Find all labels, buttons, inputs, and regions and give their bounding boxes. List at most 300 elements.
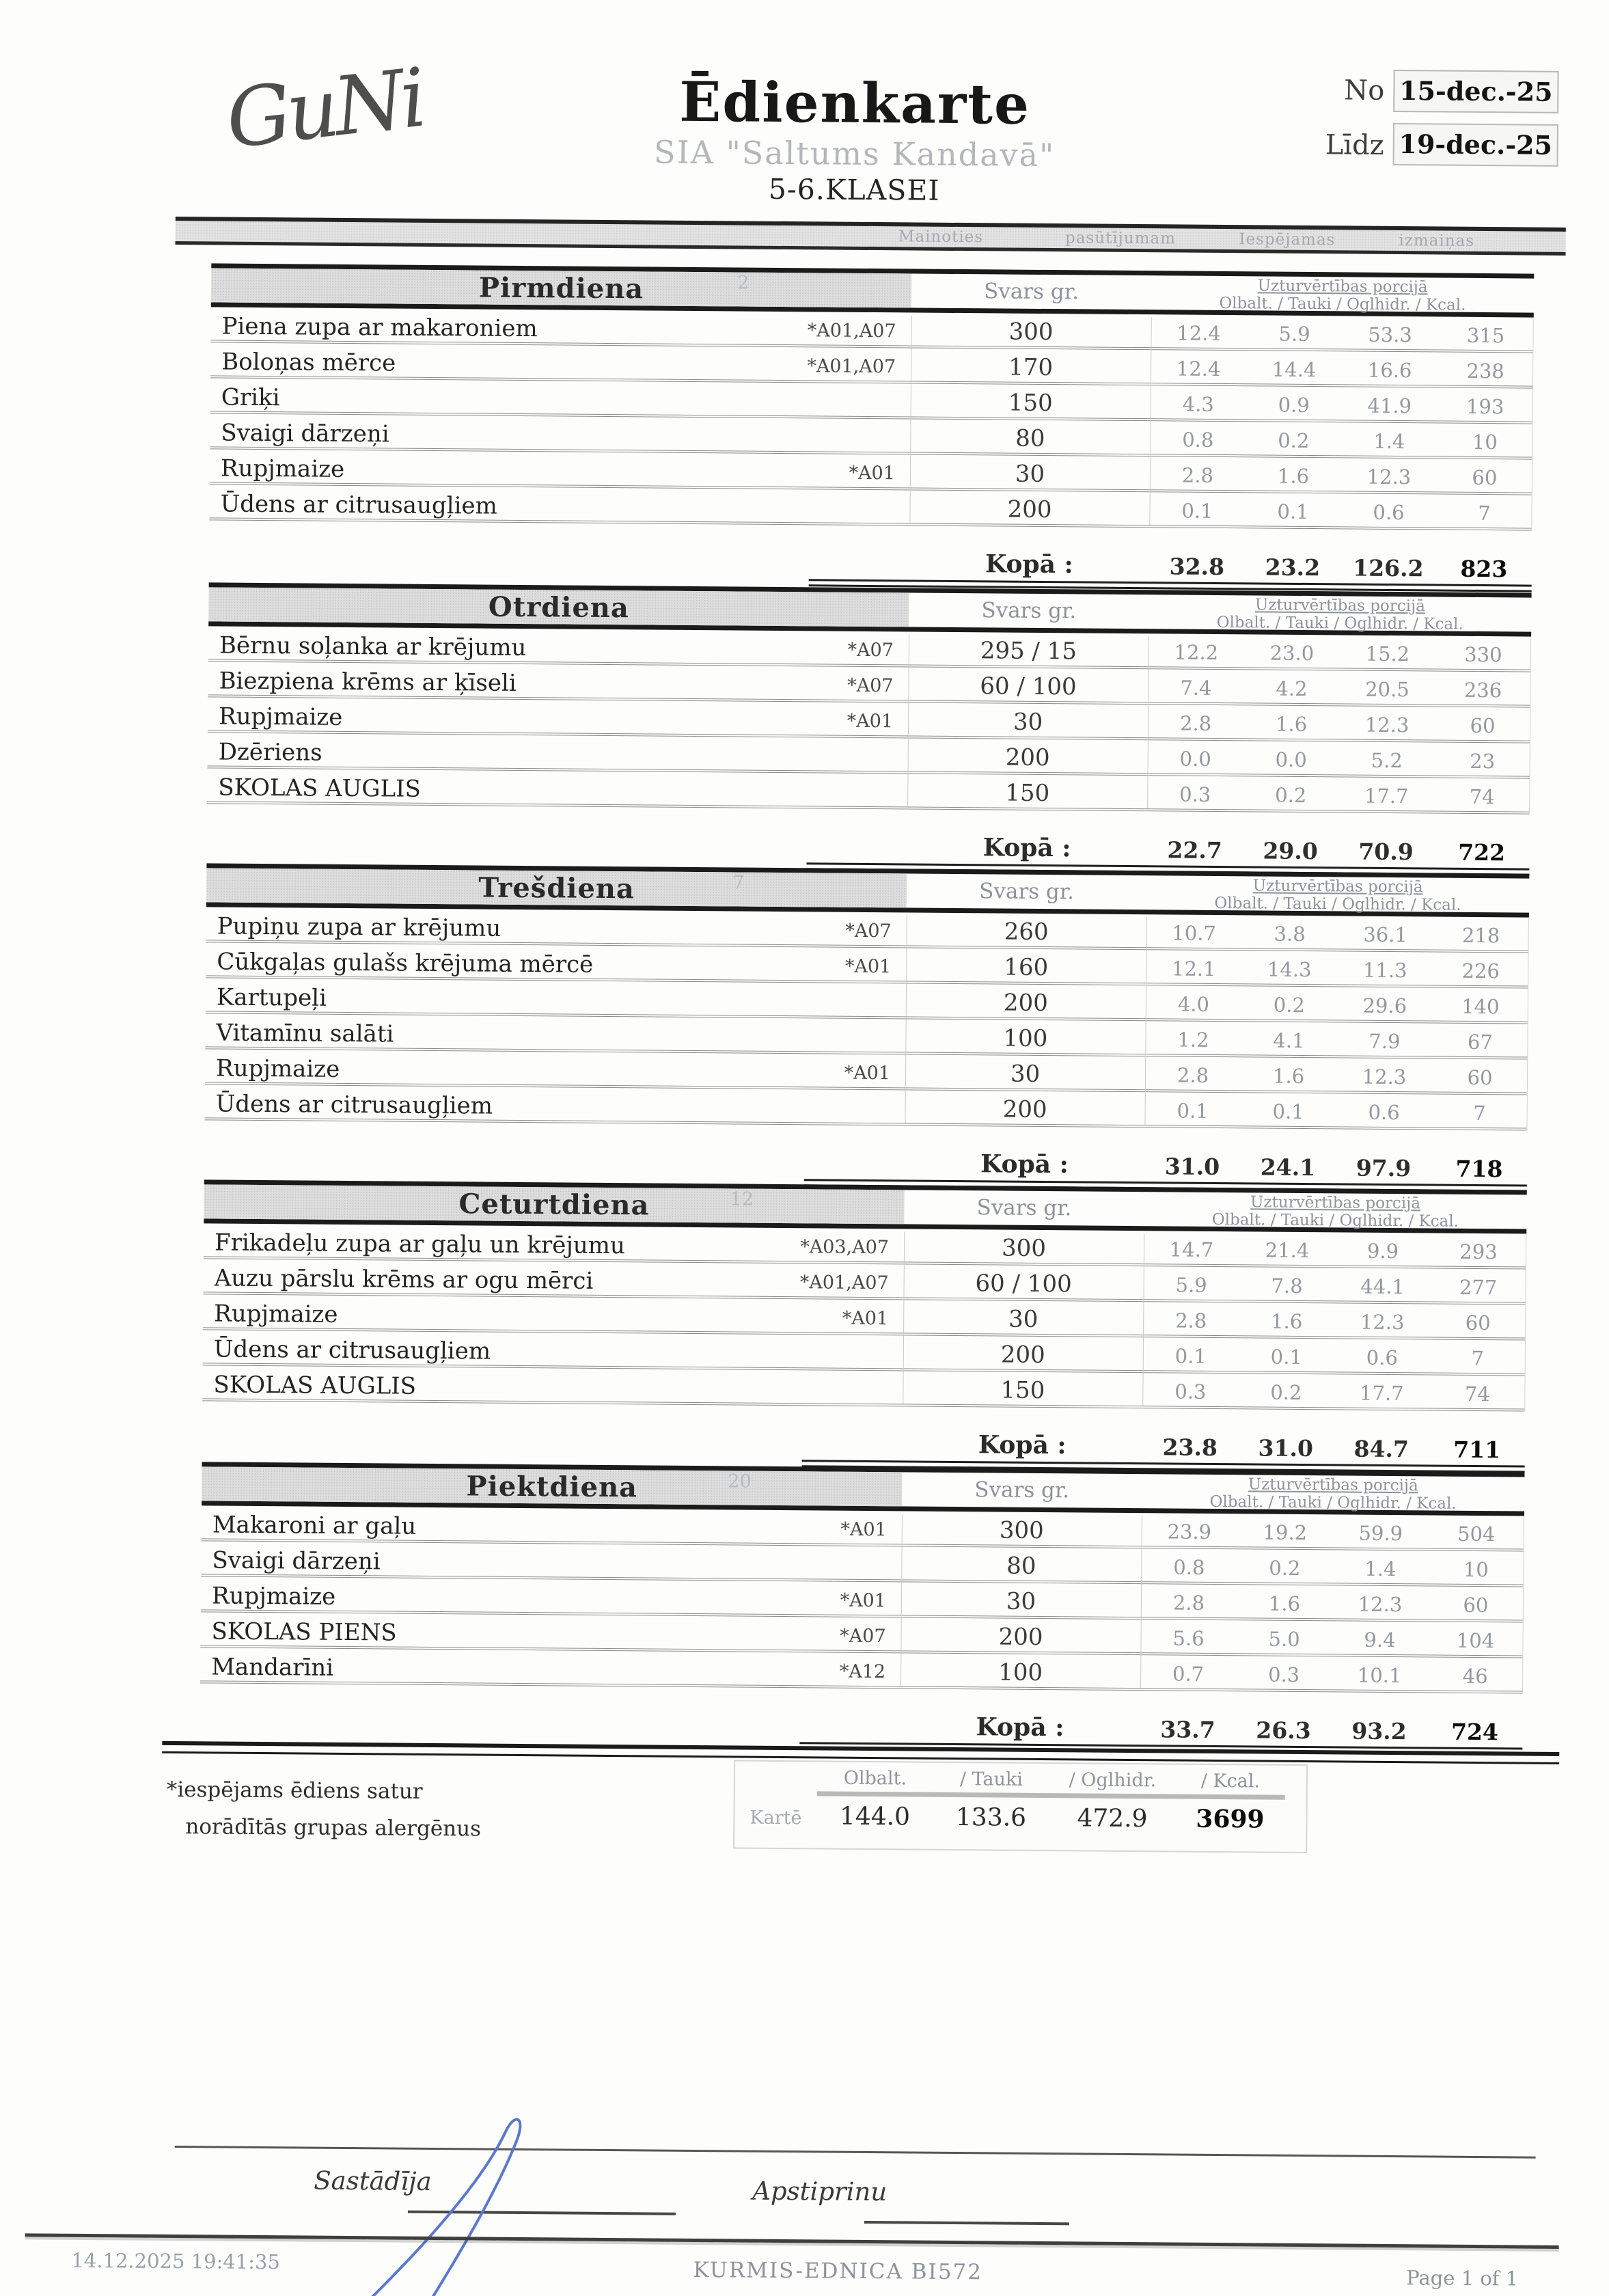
summary-header-tauki: / Tauki — [959, 1768, 1023, 1790]
date-to-label: Līdz — [1325, 129, 1384, 161]
title-block — [475, 70, 1234, 209]
item-tauki: 1.6 — [1268, 1591, 1301, 1615]
item-tauki: 0.1 — [1270, 1345, 1303, 1369]
item-kcal: 504 — [1457, 1522, 1496, 1546]
apstiprinu-signature-line — [864, 2221, 1069, 2225]
item-weight: 80 — [1006, 1552, 1036, 1580]
item-oglhidr: 59.9 — [1358, 1521, 1403, 1546]
nutrient-names: Olbalt. / Tauki / Oglhidr. / Kcal. — [1214, 894, 1461, 914]
item-weight: 200 — [998, 1623, 1043, 1652]
sastadija-label: Sastādīja — [314, 2165, 432, 2197]
item-oglhidr: 11.3 — [1362, 958, 1407, 983]
item-tauki: 14.4 — [1271, 357, 1317, 382]
item-allergens: *A01 — [849, 462, 896, 484]
item-kcal: 60 — [1472, 465, 1498, 490]
day-table-ceturtdiena — [202, 1179, 1527, 1463]
nutrition-title: Uzturvērtības porcijā — [1257, 277, 1428, 297]
item-kcal: 60 — [1467, 1065, 1493, 1090]
item-kcal: 10 — [1472, 430, 1498, 454]
summary-header-oglhidr: / Oglhidr. — [1069, 1769, 1157, 1792]
item-oglhidr: 0.6 — [1373, 500, 1405, 525]
banner-word: izmaiņas — [1399, 232, 1475, 250]
item-weight: 30 — [1013, 708, 1043, 736]
item-tauki: 1.6 — [1271, 1309, 1303, 1333]
day-name: Otrdiena — [488, 590, 630, 624]
item-oglhidr: 12.3 — [1362, 1065, 1407, 1089]
item-oglhidr: 12.3 — [1360, 1310, 1405, 1335]
kopa-tauki: 26.3 — [1256, 1717, 1311, 1745]
item-kcal: 315 — [1466, 323, 1505, 348]
item-kcal: 60 — [1463, 1593, 1489, 1617]
item-allergens: *A01,A07 — [799, 1272, 889, 1294]
item-olbalt: 12.1 — [1171, 957, 1216, 981]
item-oglhidr: 41.9 — [1367, 394, 1412, 418]
item-oglhidr: 12.3 — [1364, 713, 1409, 737]
kopa-label: Kopā : — [980, 1149, 1069, 1179]
item-allergens: *A01 — [842, 1307, 889, 1330]
item-weight: 300 — [1001, 1234, 1047, 1263]
item-tauki: 3.8 — [1274, 922, 1306, 946]
item-weight: 260 — [1004, 918, 1049, 946]
item-name: Biezpiena krēms ar ķīseli — [219, 667, 517, 697]
item-kcal: 67 — [1467, 1030, 1494, 1054]
footnote-line1: *iespējams ēdiens satur — [166, 1777, 423, 1804]
item-oglhidr: 17.7 — [1359, 1381, 1404, 1406]
item-kcal: 7 — [1478, 501, 1491, 525]
item-kcal: 74 — [1469, 784, 1495, 809]
item-allergens: *A01 — [840, 1518, 887, 1541]
item-name: Makaroni ar gaļu — [212, 1511, 417, 1540]
item-olbalt: 10.7 — [1172, 921, 1217, 945]
day-name: Ceturtdiena — [458, 1187, 650, 1221]
item-kcal: 60 — [1470, 713, 1496, 738]
item-kcal: 226 — [1461, 959, 1500, 983]
kopa-oglhidr: 97.9 — [1356, 1154, 1412, 1182]
item-allergens — [750, 412, 911, 417]
item-olbalt: 2.8 — [1181, 463, 1214, 487]
item-tauki: 23.0 — [1269, 641, 1315, 666]
page-title: Ēdienkarte — [679, 69, 1031, 137]
item-olbalt: 0.1 — [1174, 1344, 1207, 1368]
item-tauki: 21.4 — [1265, 1238, 1310, 1263]
item-weight: 200 — [1003, 989, 1048, 1017]
item-name: Kartupeļi — [216, 983, 327, 1012]
item-olbalt: 0.3 — [1179, 782, 1211, 806]
item-name: Svaigi dārzeņi — [212, 1546, 381, 1576]
item-name: Rupjmaize — [215, 1054, 340, 1083]
nutrition-title: Uzturvērtības porcijā — [1248, 1475, 1418, 1495]
banner-word: Iespējamas — [1239, 230, 1336, 249]
item-allergens — [742, 1399, 903, 1404]
summary-values-row — [734, 1801, 1306, 1834]
item-olbalt: 4.3 — [1182, 392, 1214, 416]
disclaimer-banner — [176, 217, 1566, 256]
kopa-row — [209, 541, 1532, 582]
day-faint-number: 12 — [730, 1188, 754, 1210]
item-olbalt: 2.8 — [1179, 711, 1212, 735]
item-name: Piena zupa ar makaroniem — [221, 312, 538, 343]
item-tauki: 7.8 — [1271, 1274, 1303, 1298]
item-weight: 200 — [1007, 495, 1052, 524]
kopa-tauki: 24.1 — [1260, 1153, 1316, 1181]
item-tauki: 0.2 — [1275, 783, 1307, 808]
item-weight: 295 / 15 — [980, 637, 1077, 666]
item-oglhidr: 1.4 — [1364, 1557, 1397, 1581]
apstiprinu-label: Apstiprinu — [752, 2176, 888, 2207]
item-name: Ūdens ar citrusaugļiem — [213, 1335, 491, 1365]
kopa-oglhidr: 70.9 — [1358, 838, 1414, 866]
day-band — [211, 268, 911, 308]
item-allergens: *A12 — [839, 1660, 886, 1683]
summary-tauki: 133.6 — [955, 1803, 1027, 1832]
item-name: SKOLAS AUGLIS — [218, 774, 422, 803]
day-faint-number: 20 — [728, 1471, 752, 1492]
nutrient-names: Olbalt. / Tauki / Oglhidr. / Kcal. — [1209, 1492, 1457, 1513]
item-weight: 150 — [1008, 389, 1053, 418]
item-oglhidr: 44.1 — [1360, 1274, 1405, 1299]
nutrition-column-header — [1146, 875, 1529, 912]
kopa-oglhidr: 93.2 — [1351, 1717, 1407, 1745]
menu-rows — [204, 907, 1528, 1130]
item-oglhidr: 15.2 — [1365, 642, 1410, 666]
summary-header-kcal: / Kcal. — [1200, 1770, 1261, 1792]
footnote-line2: norādītās grupas alergēnus — [185, 1814, 482, 1842]
banner-word: pasūtījumam — [1064, 229, 1177, 248]
item-name: SKOLAS AUGLIS — [213, 1371, 417, 1400]
item-name: Cūkgaļas gulašs krējuma mērcē — [217, 948, 594, 979]
item-kcal: 193 — [1466, 394, 1504, 419]
item-name: Griķi — [221, 383, 280, 412]
item-name: Auzu pārslu krēms ar ogu mērci — [214, 1264, 594, 1295]
item-name: Dzēriens — [218, 738, 322, 767]
kopa-label: Kopā : — [982, 833, 1071, 863]
menu-rows — [202, 1223, 1526, 1411]
item-olbalt: 1.2 — [1177, 1028, 1209, 1052]
item-allergens: *A07 — [847, 674, 894, 697]
weight-column-header: Svars gr. — [974, 1477, 1070, 1503]
item-name: Rupjmaize — [211, 1582, 336, 1611]
day-band — [206, 868, 907, 907]
nutrition-column-header — [1144, 1192, 1526, 1229]
day-table-pirmdiena — [209, 263, 1534, 582]
summary-oglhidr: 472.9 — [1077, 1804, 1148, 1833]
item-oglhidr: 5.2 — [1371, 748, 1403, 773]
page-indicator: Page 1 of 1 — [1406, 2266, 1519, 2291]
nutrition-column-header — [1151, 275, 1534, 312]
summary-olbalt: 144.0 — [839, 1802, 911, 1831]
kopa-olbalt: 33.7 — [1160, 1716, 1215, 1743]
nutrition-column-header — [1149, 594, 1531, 631]
item-name: Bērnu soļanka ar krējumu — [219, 631, 527, 662]
item-tauki: 1.6 — [1277, 464, 1310, 489]
kopa-kcal: 718 — [1455, 1155, 1503, 1183]
item-allergens — [741, 1575, 901, 1580]
footer-rule — [25, 2233, 1559, 2249]
item-oglhidr: 9.4 — [1364, 1628, 1396, 1652]
kopa-row — [202, 1421, 1525, 1463]
banner-word: Mainoties — [898, 228, 984, 247]
item-olbalt: 0.0 — [1179, 747, 1211, 771]
day-band — [208, 587, 909, 627]
day-name: Trešdiena — [478, 871, 635, 905]
item-kcal: 46 — [1462, 1664, 1488, 1689]
item-allergens — [747, 767, 908, 771]
day-faint-number: 2 — [737, 272, 750, 294]
item-olbalt: 12.4 — [1176, 357, 1221, 381]
allergen-footnote — [166, 1771, 482, 1848]
item-kcal: 277 — [1459, 1275, 1498, 1300]
item-tauki: 14.3 — [1267, 957, 1312, 982]
item-tauki: 5.0 — [1268, 1627, 1300, 1651]
weight-column-header: Svars gr. — [983, 279, 1079, 305]
item-tauki: 0.2 — [1278, 428, 1310, 453]
item-olbalt: 2.8 — [1177, 1063, 1209, 1087]
nutrition-title: Uzturvērtības porcijā — [1250, 1193, 1421, 1213]
day-name: Pirmdiena — [478, 271, 644, 305]
item-tauki: 0.9 — [1278, 393, 1310, 418]
item-weight: 30 — [1010, 1060, 1041, 1088]
item-oglhidr: 1.4 — [1373, 429, 1405, 454]
item-weight: 30 — [1006, 1587, 1036, 1615]
day-table-tresdiena — [204, 863, 1529, 1182]
item-kcal: 218 — [1461, 923, 1500, 948]
item-weight: 30 — [1008, 1305, 1039, 1333]
class-line: 5-6.KLASEI — [768, 172, 940, 207]
item-kcal: 60 — [1465, 1311, 1491, 1335]
item-oglhidr: 12.3 — [1366, 465, 1412, 489]
item-weight: 300 — [999, 1516, 1044, 1545]
weight-column-header: Svars gr. — [981, 598, 1077, 624]
kopa-tauki: 23.2 — [1265, 554, 1321, 582]
item-name: Frikadeļu zupa ar gaļu un krējumu — [214, 1229, 626, 1260]
day-table-otrdiena — [207, 582, 1532, 866]
nutrition-title: Uzturvērtības porcijā — [1254, 596, 1426, 616]
nutrition-title: Uzturvērtības porcijā — [1252, 877, 1423, 897]
item-name: Boloņas mērce — [221, 348, 396, 377]
item-tauki: 1.6 — [1272, 1064, 1305, 1088]
summary-header-row — [735, 1766, 1306, 1792]
item-olbalt: 0.1 — [1177, 1099, 1209, 1123]
item-kcal: 293 — [1459, 1240, 1498, 1264]
item-name: Vitamīnu salāti — [216, 1019, 394, 1048]
item-weight: 30 — [1015, 460, 1045, 488]
day-band — [204, 1184, 904, 1224]
kopa-label: Kopā : — [976, 1712, 1064, 1742]
item-olbalt: 0.8 — [1173, 1555, 1205, 1579]
day-faint-number: 7 — [732, 872, 745, 894]
summary-kcal: 3699 — [1196, 1804, 1265, 1834]
menu-rows — [207, 626, 1531, 814]
item-weight: 160 — [1004, 953, 1049, 982]
item-weight: 200 — [1005, 743, 1050, 772]
item-allergens: *A01,A07 — [807, 320, 896, 342]
kopa-tauki: 31.0 — [1258, 1434, 1314, 1462]
nutrient-names: Olbalt. / Tauki / Oglhidr. / Kcal. — [1211, 1210, 1459, 1231]
item-name: Ūdens ar citrusaugļiem — [215, 1090, 493, 1120]
kopa-olbalt: 22.7 — [1167, 836, 1222, 864]
item-tauki: 0.2 — [1270, 1380, 1302, 1404]
item-olbalt: 4.0 — [1177, 992, 1210, 1016]
date-from-label: No — [1344, 74, 1385, 107]
kopa-kcal: 724 — [1450, 1718, 1499, 1746]
item-olbalt: 5.9 — [1175, 1273, 1207, 1297]
date-to-value: 19-dec.-25 — [1393, 123, 1558, 167]
item-name: Rupjmaize — [218, 702, 343, 731]
item-oglhidr: 0.6 — [1366, 1345, 1399, 1370]
kopa-label: Kopā : — [985, 549, 1073, 579]
item-oglhidr: 17.7 — [1364, 784, 1409, 808]
item-weight: 150 — [1000, 1376, 1045, 1405]
item-weight: 150 — [1005, 779, 1050, 808]
kopa-olbalt: 31.0 — [1164, 1153, 1220, 1181]
day-header-columns — [904, 1190, 1526, 1229]
kopa-tauki: 29.0 — [1263, 837, 1318, 865]
company-subtitle: SIA "Saltums Kandavā" — [653, 133, 1056, 174]
item-allergens: *A01 — [847, 710, 894, 733]
item-weight: 200 — [1000, 1341, 1045, 1369]
item-tauki: 0.2 — [1273, 993, 1306, 1017]
item-tauki: 19.2 — [1263, 1520, 1308, 1545]
item-allergens: *A07 — [845, 920, 892, 942]
item-allergens: *A01,A07 — [807, 355, 896, 378]
item-allergens: *A01 — [844, 955, 892, 978]
item-kcal: 23 — [1470, 749, 1496, 774]
item-oglhidr: 53.3 — [1368, 323, 1412, 347]
item-name: Pupiņu zupa ar krējumu — [217, 912, 501, 942]
weekly-summary-box — [733, 1760, 1308, 1853]
item-name: Svaigi dārzeņi — [221, 419, 389, 448]
item-tauki: 0.0 — [1275, 748, 1307, 772]
item-olbalt: 12.2 — [1174, 640, 1219, 664]
day-table-piektdiena — [200, 1462, 1524, 1745]
item-kcal: 330 — [1464, 642, 1502, 667]
item-oglhidr: 12.3 — [1358, 1592, 1403, 1617]
item-oglhidr: 16.6 — [1367, 358, 1412, 383]
system-id: KURMIS-EDNICA BI572 — [693, 2258, 983, 2285]
kopa-row — [200, 1704, 1522, 1745]
item-kcal: 74 — [1464, 1382, 1490, 1406]
item-tauki: 0.3 — [1267, 1663, 1300, 1686]
item-oglhidr: 20.5 — [1365, 677, 1409, 702]
item-allergens: *A07 — [847, 639, 894, 661]
item-weight: 170 — [1008, 353, 1054, 382]
item-kcal: 238 — [1466, 359, 1504, 383]
item-oglhidr: 0.6 — [1368, 1100, 1400, 1125]
kopa-kcal: 711 — [1453, 1436, 1501, 1464]
print-timestamp: 14.12.2025 19:41:35 — [71, 2248, 281, 2274]
kopa-olbalt: 23.8 — [1162, 1434, 1218, 1462]
guni-logo: GuNi — [221, 50, 428, 167]
item-olbalt: 0.1 — [1181, 499, 1213, 523]
item-weight: 60 / 100 — [975, 1270, 1072, 1298]
item-allergens — [744, 1119, 905, 1123]
item-weight: 300 — [1008, 318, 1054, 346]
item-tauki: 5.9 — [1278, 322, 1310, 346]
item-olbalt: 14.7 — [1169, 1238, 1214, 1261]
item-allergens: *A03,A07 — [800, 1236, 890, 1259]
item-oglhidr: 7.9 — [1369, 1029, 1401, 1054]
item-olbalt: 2.8 — [1172, 1591, 1205, 1615]
item-olbalt: 0.3 — [1174, 1380, 1207, 1404]
item-weight: 100 — [1003, 1024, 1048, 1053]
item-oglhidr: 10.1 — [1357, 1663, 1402, 1688]
item-oglhidr: 9.9 — [1366, 1239, 1399, 1263]
item-allergens: *A07 — [840, 1625, 886, 1648]
item-kcal: 236 — [1463, 678, 1502, 702]
item-name: Mandarīni — [211, 1653, 334, 1682]
item-allergens — [750, 448, 910, 452]
menu-rows — [209, 307, 1533, 530]
item-tauki: 0.1 — [1272, 1099, 1304, 1123]
item-kcal: 104 — [1456, 1628, 1495, 1653]
day-header-columns — [902, 1472, 1524, 1511]
item-olbalt: 5.6 — [1172, 1626, 1205, 1650]
day-band — [202, 1466, 902, 1506]
date-from-value: 15-dec.-25 — [1393, 70, 1558, 113]
item-name: SKOLAS PIENS — [211, 1617, 397, 1647]
item-name: Rupjmaize — [220, 454, 345, 483]
item-kcal: 140 — [1461, 994, 1500, 1019]
day-header-columns — [907, 873, 1529, 912]
item-name: Rupjmaize — [214, 1300, 338, 1328]
item-oglhidr: 29.6 — [1362, 994, 1407, 1018]
kopa-row — [207, 824, 1530, 866]
summary-karte-label: Kartē — [750, 1807, 802, 1829]
handwritten-signature — [325, 2079, 614, 2296]
summary-header-olbalt: Olbalt. — [843, 1767, 907, 1790]
item-tauki: 4.2 — [1276, 676, 1308, 701]
day-header-columns — [911, 273, 1534, 312]
item-allergens — [745, 1012, 906, 1017]
item-olbalt: 0.8 — [1182, 428, 1214, 452]
item-olbalt: 12.4 — [1177, 321, 1221, 345]
kopa-kcal: 722 — [1458, 838, 1506, 866]
item-weight: 100 — [998, 1658, 1043, 1687]
nutrient-names: Olbalt. / Tauki / Oglhidr. / Kcal. — [1219, 294, 1466, 314]
kopa-olbalt: 32.8 — [1169, 553, 1225, 581]
item-allergens: *A01 — [844, 1062, 891, 1084]
item-olbalt: 7.4 — [1180, 676, 1212, 700]
weight-column-header: Svars gr. — [979, 879, 1075, 905]
item-olbalt: 2.8 — [1175, 1309, 1207, 1332]
menu-rows — [200, 1505, 1524, 1693]
item-allergens: *A01 — [840, 1589, 887, 1612]
item-kcal: 7 — [1473, 1101, 1486, 1125]
item-weight: 200 — [1002, 1095, 1047, 1124]
kopa-row — [204, 1140, 1527, 1182]
item-olbalt: 23.9 — [1167, 1520, 1212, 1544]
item-allergens — [745, 1048, 905, 1052]
kopa-kcal: 823 — [1460, 555, 1508, 583]
item-name: Ūdens ar citrusaugļiem — [220, 490, 497, 520]
item-allergens — [749, 519, 909, 523]
item-oglhidr: 36.1 — [1363, 922, 1408, 947]
item-allergens — [747, 802, 907, 807]
nutrition-column-header — [1142, 1474, 1524, 1511]
item-tauki: 0.2 — [1269, 1556, 1301, 1580]
weight-column-header: Svars gr. — [976, 1195, 1072, 1221]
item-weight: 60 / 100 — [980, 672, 1077, 701]
item-tauki: 4.1 — [1273, 1028, 1305, 1052]
nutrient-names: Olbalt. / Tauki / Oglhidr. / Kcal. — [1216, 613, 1463, 633]
day-name: Piektdiena — [466, 1469, 638, 1503]
item-kcal: 10 — [1463, 1557, 1489, 1582]
kopa-oglhidr: 84.7 — [1353, 1435, 1409, 1463]
item-allergens — [743, 1364, 903, 1369]
kopa-label: Kopā : — [978, 1430, 1067, 1460]
day-header-columns — [909, 592, 1531, 631]
item-tauki: 1.6 — [1275, 712, 1308, 737]
